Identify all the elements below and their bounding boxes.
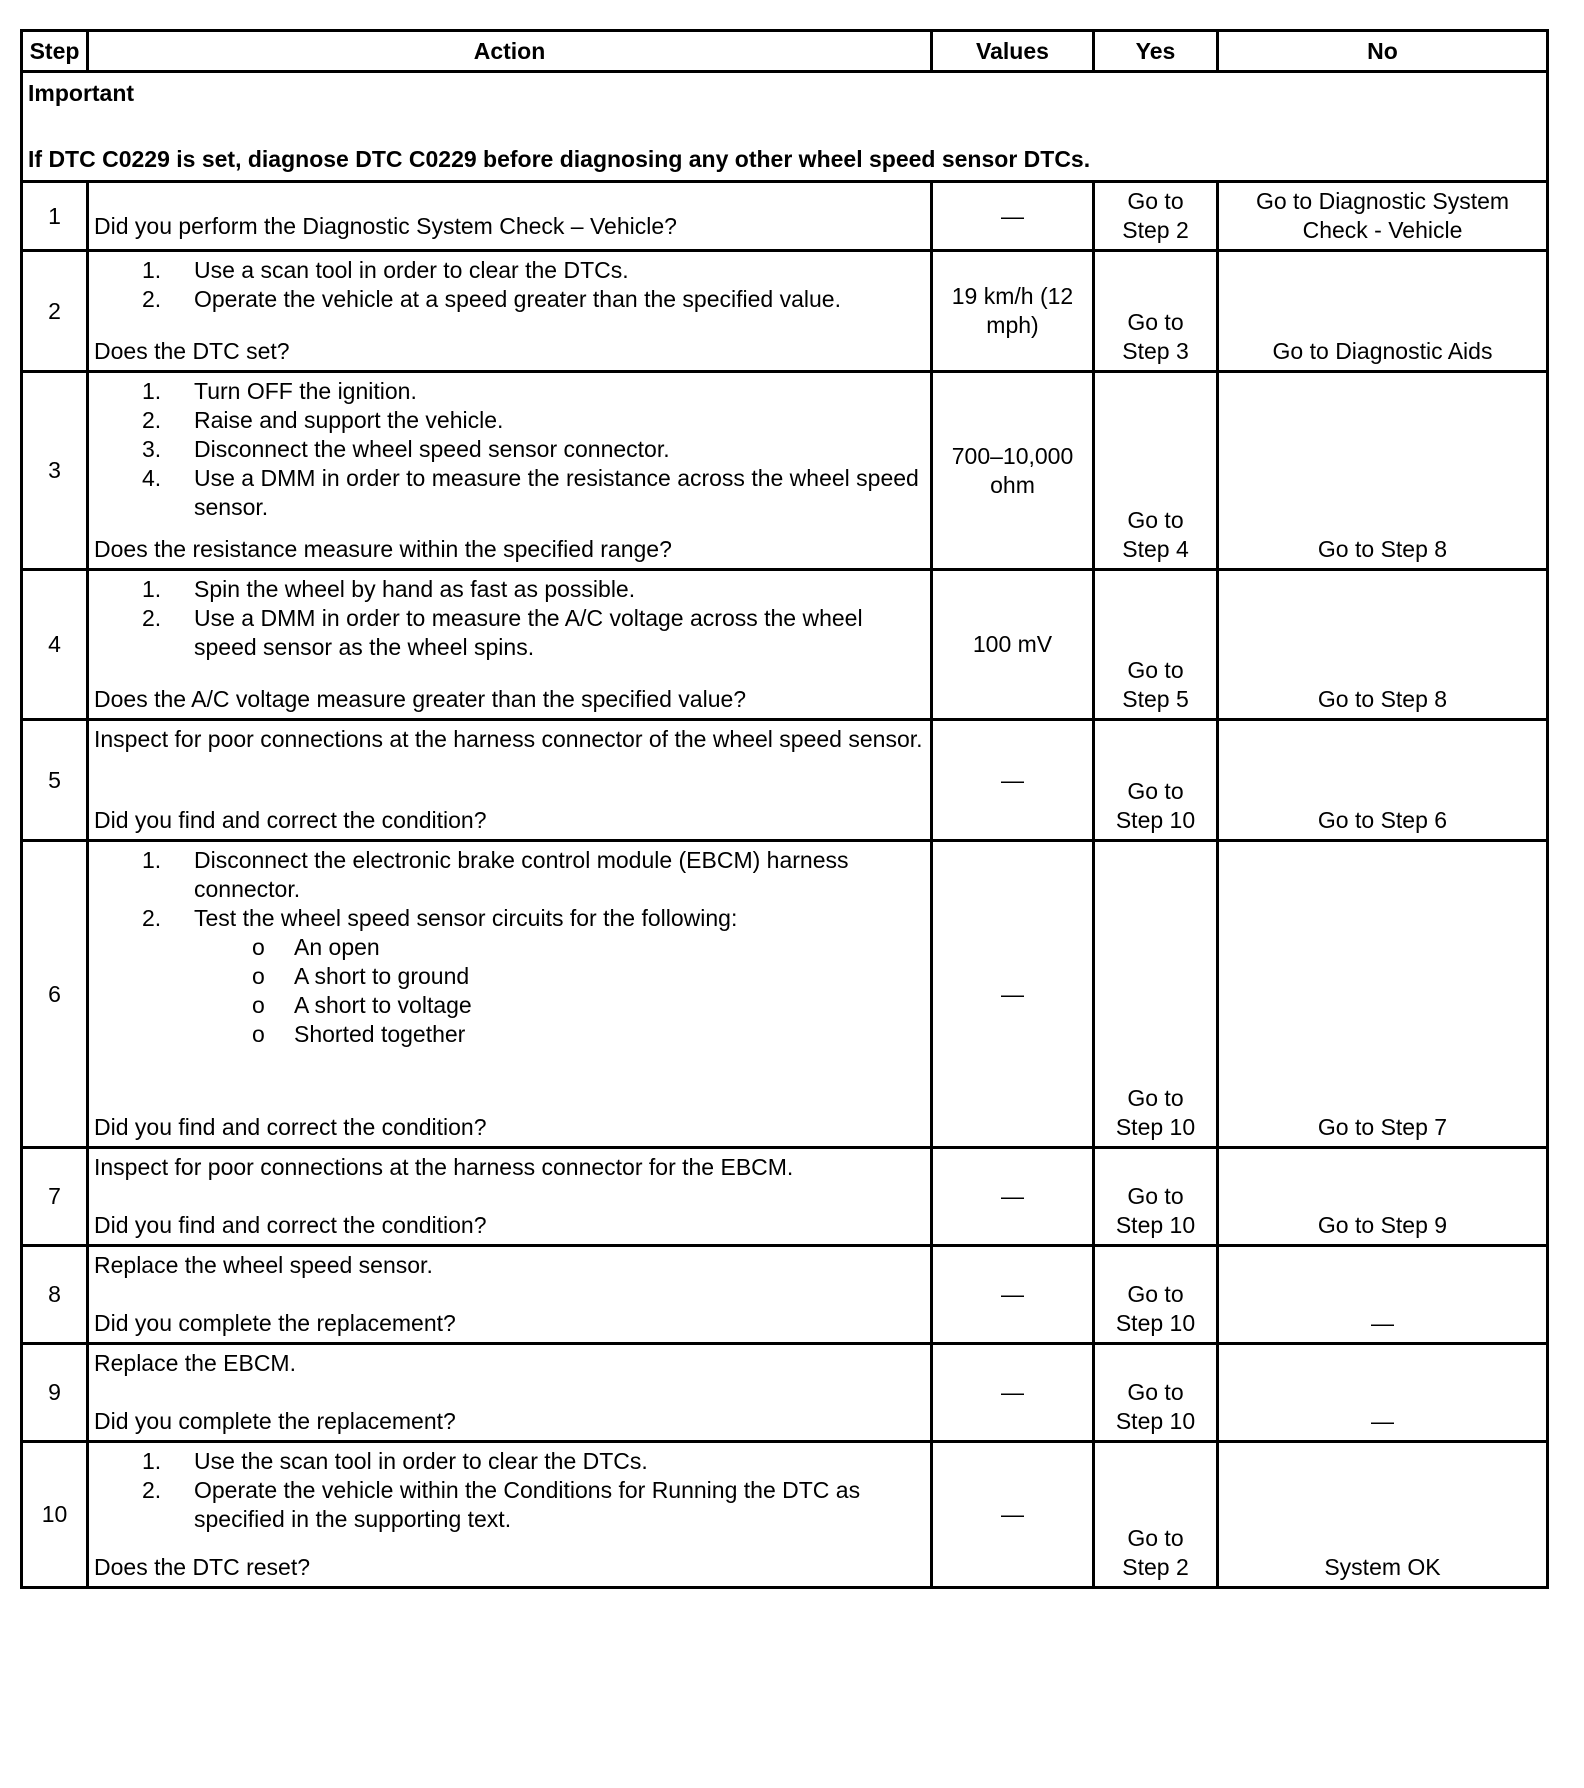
table-row <box>22 1148 1548 1246</box>
values-cell: — <box>932 720 1094 841</box>
action-question: Did you complete the replacement? <box>94 1408 456 1434</box>
action-question: Did you find and correct the condition? <box>94 807 487 833</box>
step-number: 4 <box>22 570 88 720</box>
action-text: Replace the EBCM. <box>94 1350 296 1376</box>
action-list-item <box>94 604 926 662</box>
list-text: Turn OFF the ignition. <box>194 378 417 404</box>
list-text: Operate the vehicle within the Conditions for Running the DTC as specified in the supporting text. <box>194 1477 861 1532</box>
no-cell: Go to Diagnostic Aids <box>1218 251 1548 372</box>
bullet-marker: o <box>252 992 265 1018</box>
bullet-marker: o <box>252 1021 265 1047</box>
yes-cell: Go to Step 5 <box>1094 570 1218 720</box>
no-cell: — <box>1218 1344 1548 1442</box>
action-sublist-item <box>94 991 926 1020</box>
step-number: 3 <box>22 372 88 570</box>
bullet-marker: o <box>252 963 265 989</box>
action-question: Does the A/C voltage measure greater than the specified value? <box>94 686 747 712</box>
list-number: 3. <box>142 436 162 462</box>
list-number: 4. <box>142 465 162 491</box>
action-cell <box>88 1344 932 1442</box>
action-text: Inspect for poor connections at the harness connector of the wheel speed sensor. <box>94 726 923 752</box>
important-row <box>22 72 1548 182</box>
step-number: 8 <box>22 1246 88 1344</box>
sublist-text: An open <box>294 934 380 960</box>
action-list-item <box>94 846 926 904</box>
action-sublist <box>94 933 926 1049</box>
yes-cell: Go to Step 10 <box>1094 1344 1218 1442</box>
yes-cell: Go to Step 10 <box>1094 841 1218 1148</box>
list-text: Test the wheel speed sensor circuits for the following: <box>194 905 738 931</box>
table-row <box>22 570 1548 720</box>
list-number: 2. <box>142 905 162 931</box>
action-list-item <box>94 1447 926 1476</box>
sublist-text: A short to voltage <box>294 992 472 1018</box>
header-yes: Yes <box>1094 31 1218 72</box>
important-note <box>22 72 1548 182</box>
step-number: 1 <box>22 182 88 251</box>
action-cell <box>88 372 932 570</box>
list-text: Disconnect the wheel speed sensor connector. <box>194 436 670 462</box>
action-list-item <box>94 285 926 314</box>
action-list-item <box>94 377 926 406</box>
action-list-item <box>94 575 926 604</box>
action-cell <box>88 1442 932 1588</box>
action-cell <box>88 570 932 720</box>
table-row <box>22 841 1548 1148</box>
action-list <box>94 846 926 1049</box>
action-cell <box>88 251 932 372</box>
list-number: 2. <box>142 605 162 631</box>
no-cell: Go to Step 9 <box>1218 1148 1548 1246</box>
yes-cell: Go to Step 2 <box>1094 1442 1218 1588</box>
action-list-item <box>94 904 926 933</box>
action-sublist-item <box>94 1020 926 1049</box>
action-sublist-item <box>94 933 926 962</box>
diagnostic-table <box>20 29 1549 1589</box>
action-list-item <box>94 464 926 522</box>
header-values: Values <box>932 31 1094 72</box>
action-list <box>94 1447 926 1534</box>
values-cell: — <box>932 1148 1094 1246</box>
action-cell <box>88 1246 932 1344</box>
step-number: 7 <box>22 1148 88 1246</box>
step-number: 6 <box>22 841 88 1148</box>
yes-cell: Go to Step 2 <box>1094 182 1218 251</box>
action-question: Did you find and correct the condition? <box>94 1114 487 1140</box>
list-text: Use a scan tool in order to clear the DTCs. <box>194 257 629 283</box>
no-cell: Go to Diagnostic System Check - Vehicle <box>1218 182 1548 251</box>
sublist-text: Shorted together <box>294 1021 466 1047</box>
list-number: 1. <box>142 1448 162 1474</box>
action-list-item <box>94 435 926 464</box>
yes-cell: Go to Step 10 <box>1094 1148 1218 1246</box>
table-row <box>22 182 1548 251</box>
table-row <box>22 251 1548 372</box>
list-text: Spin the wheel by hand as fast as possible. <box>194 576 636 602</box>
action-text: Replace the wheel speed sensor. <box>94 1252 433 1278</box>
header-action: Action <box>88 31 932 72</box>
list-number: 1. <box>142 257 162 283</box>
list-number: 1. <box>142 576 162 602</box>
no-cell: Go to Step 6 <box>1218 720 1548 841</box>
step-number: 5 <box>22 720 88 841</box>
values-cell: 100 mV <box>932 570 1094 720</box>
list-text: Disconnect the electronic brake control module (EBCM) harness connector. <box>194 847 849 902</box>
action-cell <box>88 1148 932 1246</box>
important-text: If DTC C0229 is set, diagnose DTC C0229 before diagnosing any other wheel speed sensor DTCs. <box>28 146 1091 172</box>
sublist-text: A short to ground <box>294 963 470 989</box>
values-cell: — <box>932 841 1094 1148</box>
list-number: 2. <box>142 1477 162 1503</box>
values-cell: 700–10,000 ohm <box>932 372 1094 570</box>
action-list <box>94 256 926 314</box>
action-cell <box>88 182 932 251</box>
values-cell: — <box>932 182 1094 251</box>
action-sublist-item <box>94 962 926 991</box>
action-question: Does the DTC set? <box>94 338 290 364</box>
yes-cell: Go to Step 10 <box>1094 1246 1218 1344</box>
action-cell <box>88 720 932 841</box>
list-number: 1. <box>142 378 162 404</box>
list-number: 2. <box>142 286 162 312</box>
action-question: Did you perform the Diagnostic System Check – Vehicle? <box>94 213 677 239</box>
list-text: Operate the vehicle at a speed greater than the specified value. <box>194 286 841 312</box>
yes-cell: Go to Step 3 <box>1094 251 1218 372</box>
no-cell: Go to Step 7 <box>1218 841 1548 1148</box>
step-number: 2 <box>22 251 88 372</box>
list-text: Use a DMM in order to measure the resistance across the wheel speed sensor. <box>194 465 919 520</box>
no-cell: System OK <box>1218 1442 1548 1588</box>
table-row <box>22 1442 1548 1588</box>
list-text: Use a DMM in order to measure the A/C voltage across the wheel speed sensor as the wheel spins. <box>194 605 863 660</box>
values-cell: 19 km/h (12 mph) <box>932 251 1094 372</box>
header-step: Step <box>22 31 88 72</box>
no-cell: — <box>1218 1246 1548 1344</box>
yes-cell: Go to Step 10 <box>1094 720 1218 841</box>
header-no: No <box>1218 31 1548 72</box>
action-list-item <box>94 256 926 285</box>
no-cell: Go to Step 8 <box>1218 372 1548 570</box>
table-row <box>22 720 1548 841</box>
action-list-item <box>94 1476 926 1534</box>
table-row <box>22 1246 1548 1344</box>
table-row <box>22 372 1548 570</box>
action-question: Did you find and correct the condition? <box>94 1212 487 1238</box>
values-cell: — <box>932 1442 1094 1588</box>
header-row <box>22 31 1548 72</box>
step-number: 10 <box>22 1442 88 1588</box>
table-row <box>22 1344 1548 1442</box>
action-cell <box>88 841 932 1148</box>
action-question: Did you complete the replacement? <box>94 1310 456 1336</box>
action-list <box>94 377 926 522</box>
action-text: Inspect for poor connections at the harness connector for the EBCM. <box>94 1154 794 1180</box>
values-cell: — <box>932 1344 1094 1442</box>
action-list <box>94 575 926 662</box>
action-question: Does the resistance measure within the specified range? <box>94 536 672 562</box>
list-text: Raise and support the vehicle. <box>194 407 504 433</box>
yes-cell: Go to Step 4 <box>1094 372 1218 570</box>
list-number: 1. <box>142 847 162 873</box>
action-list-item <box>94 406 926 435</box>
list-text: Use the scan tool in order to clear the DTCs. <box>194 1448 648 1474</box>
important-title: Important <box>28 80 135 106</box>
list-number: 2. <box>142 407 162 433</box>
values-cell: — <box>932 1246 1094 1344</box>
bullet-marker: o <box>252 934 265 960</box>
no-cell: Go to Step 8 <box>1218 570 1548 720</box>
step-number: 9 <box>22 1344 88 1442</box>
action-question: Does the DTC reset? <box>94 1554 311 1580</box>
